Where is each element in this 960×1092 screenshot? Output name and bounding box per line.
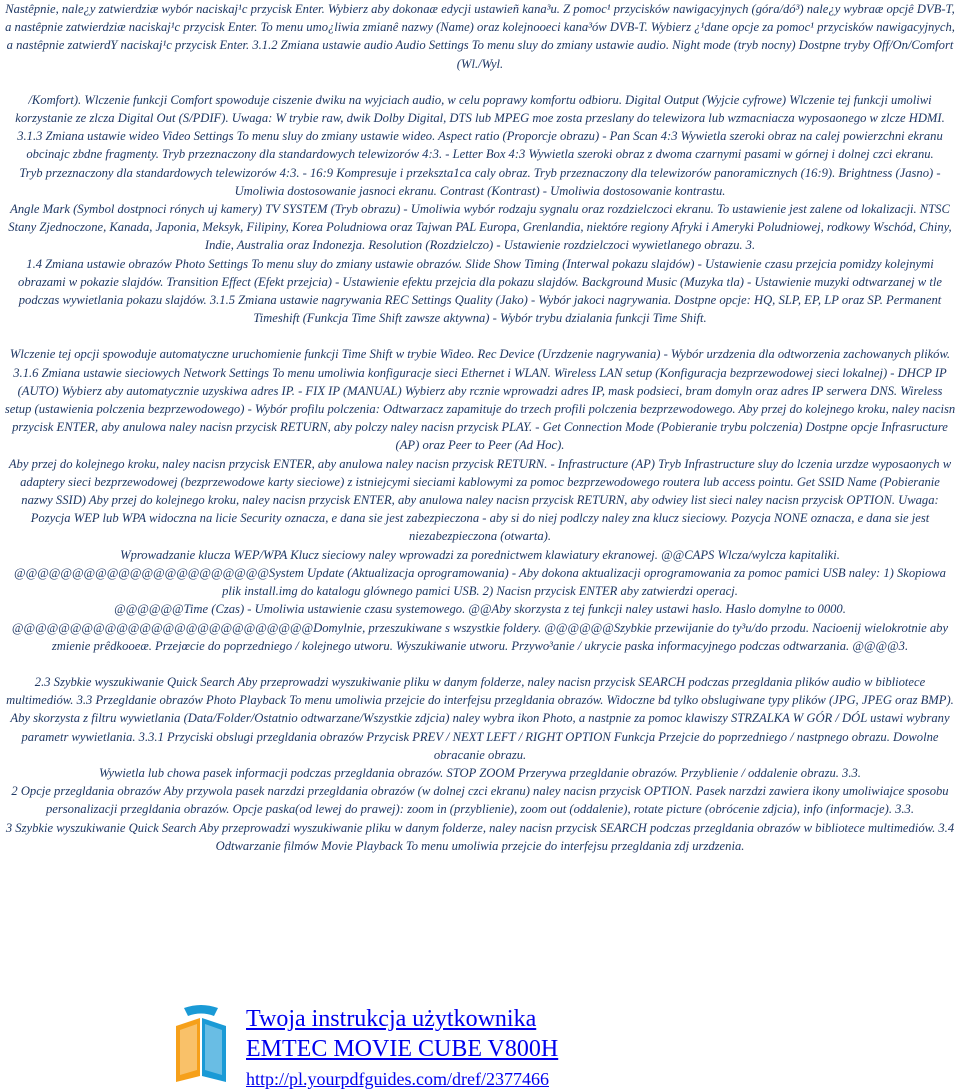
- paragraph-9: @@@@@@@@@@@@@@@@@@@@@@System Update (Aktualizacja oprogramowania) - Aby dokona aktualizacji oprogramowania za pomoc pamici USB naley: 1) Skopiowa plik install.img do katalogu glównego pamici USB. 2) Nacisn przycisk ENTER aby zatwierdzi operacj.: [14, 565, 946, 599]
- paragraph-3: Tryb przeznaczony dla standardowych telewizorów 4:3. - 16:9 Kompresuje i przekszta1ca caly obraz. Tryb przeznaczony dla telewizorów panoramicznych (16:9). Brightness (Jasno) - Umoliwia dostosowanie jasnoci ekranu. Contrast (Kontrast) - Umoliwia dostosowanie kontrastu.: [19, 165, 941, 198]
- paragraph-spacer: [0, 327, 960, 345]
- footer-links: [246, 1004, 558, 1092]
- footer: [0, 1000, 960, 1090]
- paragraph-spacer: [0, 73, 960, 91]
- manual-url-link[interactable]: http://pl.yourpdfguides.com/dref/2377466: [246, 1069, 549, 1089]
- paragraph-7: Aby przej do kolejnego kroku, naley nacisn przycisk ENTER, aby anulowa naley nacisn przycisk RETURN. - Infrastructure (AP) Tryb Infrastructure sluy do lczenia urzdze wyposaonych w adaptery sieci bezprzewodowej (bezprzewodowe karty sieciowe) z istniejcymi sieciami kablowymi za pomoc bezprzewodowego routera lub access pointu. Get SSID Name (Pobieranie nazwy SSID) Aby przej do kolejnego kroku, naley nacisn przycisk ENTER, aby anulowa naley nacisn przycisk RETURN, aby odwiey list sieci naley nacisn przycisk OPTION. Uwaga: Pozycja WEP lub WPA widoczna na licie Security oznacza, e dana sie jest zabezpieczona - aby si do niej podlczy naley zna klucz sieciowy. Pozycja NONE oznacza, e dana sie jest niezabezpieczona (otwarta).: [8, 456, 952, 544]
- paragraph-15: 3 Szybkie wyszukiwanie Quick Search Aby przeprowadzi wyszukiwanie pliku w danym folderze, naley nacisn przycisk SEARCH podczas przegldania obrazów w bibliotece multimediów. 3.4 Odtwarzanie filmów Movie Playback To menu umoliwia przejcie do interfejsu przegldania zdj urzdzenia.: [5, 820, 955, 853]
- paragraph-4: Angle Mark (Symbol dostpnoci rónych uj kamery) TV SYSTEM (Tryb obrazu) - Umoliwia wybór rodzaju sygnalu oraz rozdzielczoci ekranu. To ustawienie jest zalene od lokalizacji. NTSC Stany Zjednoczone, Kanada, Japonia, Meksyk, Filipiny, Korea Poludniowa oraz Tajwan PAL Europa, Grenlandia, niektóre regiony Afryki i Ameryki Poludniowej, rodkowy Wschód, Chiny, Indie, Australia oraz Indonezja. Resolution (Rozdzielczo) - Ustawienie rozdzielczoci wywietlanego obrazu. 3.: [8, 202, 952, 253]
- product-name-link[interactable]: EMTEC MOVIE CUBE V800H: [246, 1036, 559, 1062]
- manual-title-link[interactable]: Twoja instrukcja użytkownika: [246, 1006, 537, 1032]
- paragraph-spacer: [0, 655, 960, 673]
- paragraph-1: Nastêpnie, nale¿y zatwierdziæ wybór naciskaj¹c przycisk Enter. Wybierz aby dokonaæ edycji ustawieñ kana³u. Z pomoc¹ przycisków nawigacyjnych (góra/dó³) nale¿y wybraæ opcjê DVB-T, a nastêpnie zatwierdziæ naciskaj¹c przycisk Enter. To menu umo¿liwia zmianê nazwy (Name) oraz kolejnooeci kana³ów DVB-T. Wybierz ¿¹dane opcje za pomoc¹ przycisków nawigacyjnych, a nastêpnie zatwierdY naciskaj¹c przycisk Enter. 3.1.2 Zmiana ustawie audio Audio Settings To menu sluy do zmiany ustawie audio. Night mode (tryb nocny) Dostpne tryby Off/On/Comfort (Wl./Wyl.: [5, 2, 955, 71]
- paragraph-11: @@@@@@@@@@@@@@@@@@@@@@@@@@Domylnie, przeszukiwane s wszystkie foldery. @@@@@@Szybkie przewijanie do ty³u/do przodu. Nacioenij wielokrotnie aby zmienie prêdkooeæ. Przejœcie do poprzedniego / kolejnego utworu. Wyszukiwanie utworu. Przywo³anie / ukrycie paska informacyjnego podczas odtwarzania. @@@@3.: [11, 620, 949, 653]
- book-logo-icon: [170, 1004, 232, 1084]
- paragraph-6: Wlczenie tej opcji spowoduje automatyczne uruchomienie funkcji Time Shift w trybie Wideo. Rec Device (Urzdzenie nagrywania) - Wybór urzdzenia dla odtworzenia zachowanych plików. 3.1.6 Zmiana ustawie sieciowych Network Settings To menu umoliwia konfiguracje sieci Ethernet i WLAN. Wireless LAN setup (Konfiguracja bezprzewodowej sieci lokalnej) - DHCP IP (AUTO) Wybierz aby automatycznie uzyskiwa adres IP. - FIX IP (MANUAL) Wybierz aby rcznie wprowadzi adres IP, mask podsieci, bram domyln oraz adres IP serwera DNS. Wireless setup (ustawienia polczenia bezprzewodowego) - Wybór profilu polczenia: Odtwarzacz zapamituje do trzech profili polczenia bezprzewodowego. Aby przej do kolejnego kroku, naley nacisn przycisk ENTER, aby anulowa naley nacisn przycisk RETURN, aby polczy naley nacisn przycisk PLAY. - Get Connection Mode (Pobieranie trybu polczenia) Dostpne opcje Infrasructure (AP) oraz Peer to Peer (Ad Hoc).: [4, 347, 956, 453]
- paragraph-8: Wprowadzanie klucza WEP/WPA Klucz sieciowy naley wprowadzi za porednictwem klawiatury ekranowej. @@CAPS Wlcza/wylcza kapitaliki.: [120, 547, 840, 562]
- paragraph-13: Wywietla lub chowa pasek informacji podczas przegldania obrazów. STOP ZOOM Przerywa przegldanie obrazów. Przyblienie / oddalenie obrazu. 3.3.: [99, 765, 861, 780]
- paragraph-5: 1.4 Zmiana ustawie obrazów Photo Settings To menu sluy do zmiany ustawie obrazów. Slide Show Timing (Interwal pokazu slajdów) - Ustawienie czasu przejcia pomidzy kolejnymi obrazami w pokazie slajdów. Transition Effect (Efekt przejcia) - Ustawienie efektu przejcia dla pokazu slajdów. Background Music (Muzyka tla) - Ustawienie muzyki odtwarzanej w tle podczas wywietlania pokazu slajdów. 3.1.5 Zmiana ustawie nagrywania REC Settings Quality (Jako) - Wybór jakoci nagrywania. Dostpne opcje: HQ, SLP, EP, LP oraz SP. Permanent Timeshift (Funkcja Time Shift zawsze aktywna) - Wybór trybu dzialania funkcji Time Shift.: [18, 256, 942, 326]
- paragraph-10: @@@@@@Time (Czas) - Umoliwia ustawienie czasu systemowego. @@Aby skorzysta z tej funkcji naley ustawi haslo. Haslo domylne to 0000.: [114, 602, 846, 617]
- paragraph-2: /Komfort). Wlczenie funkcji Comfort spowoduje ciszenie dwiku na wyjciach audio, w celu poprawy komfortu odbioru. Digital Output (Wyjcie cyfrowe) Wlczenie tej funkcji umoliwi korzystanie ze zlcza Digital Out (S/PDIF). Uwaga: W trybie raw, dwik Dolby Digital, DTS lub MPEG moe zosta przeslany do telewizora lub wzmacniacza wyposaonego w zlcze HDMI. 3.1.3 Zmiana ustawie wideo Video Settings To menu sluy do zmiany ustawie wideo. Aspect ratio (Proporcje obrazu) - Pan Scan 4:3 Wywietla szeroki obraz na calej powierzchni ekranu obcinajc zbdne fragmenty. Tryb przeznaczony dla standardowych telewizorów 4:3. - Letter Box 4:3 Wywietla szeroki obraz z dwoma czarnymi pasami w górnej i dolnej czci ekranu.: [15, 92, 945, 162]
- paragraph-12: 2.3 Szybkie wyszukiwanie Quick Search Aby przeprowadzi wyszukiwanie pliku w danym folderze, naley nacisn przycisk SEARCH podczas przegldania plików audio w bibliotece multimediów. 3.3 Przegldanie obrazów Photo Playback To menu umoliwia przejcie do interfejsu przegldania obrazów. Widoczne bd tylko obslugiwane typy plików (JPG, JPEG oraz BMP). Aby skorzysta z filtru wywietlania (Data/Folder/Ostatnio odtwarzane/Wszystkie zdjcia) naley wybra ikon Photo, a nastpnie za pomoc klawiszy STRZALKA W GÓR / DÓL ustawi wybrany parametr wywietlania. 3.3.1 Przyciski obslugi przegldania obrazów Przycisk PREV / NEXT LEFT / RIGHT OPTION Funkcja Przejcie do poprzedniego / nastpnego obrazu. Dowolne obracanie obrazu.: [6, 674, 954, 762]
- paragraph-14: 2 Opcje przegldania obrazów Aby przywola pasek narzdzi przegldania obrazów (w dolnej czci ekranu) naley nacisn przycisk OPTION. Pasek narzdzi zawiera ikony umoliwiajce sposobu personalizacji przegldania obrazów. Opcje paska(od lewej do prawej): zoom in (przyblienie), zoom out (oddalenie), rotate picture (obrócenie zdjcia), info (informacje). 3.3.: [11, 784, 949, 817]
